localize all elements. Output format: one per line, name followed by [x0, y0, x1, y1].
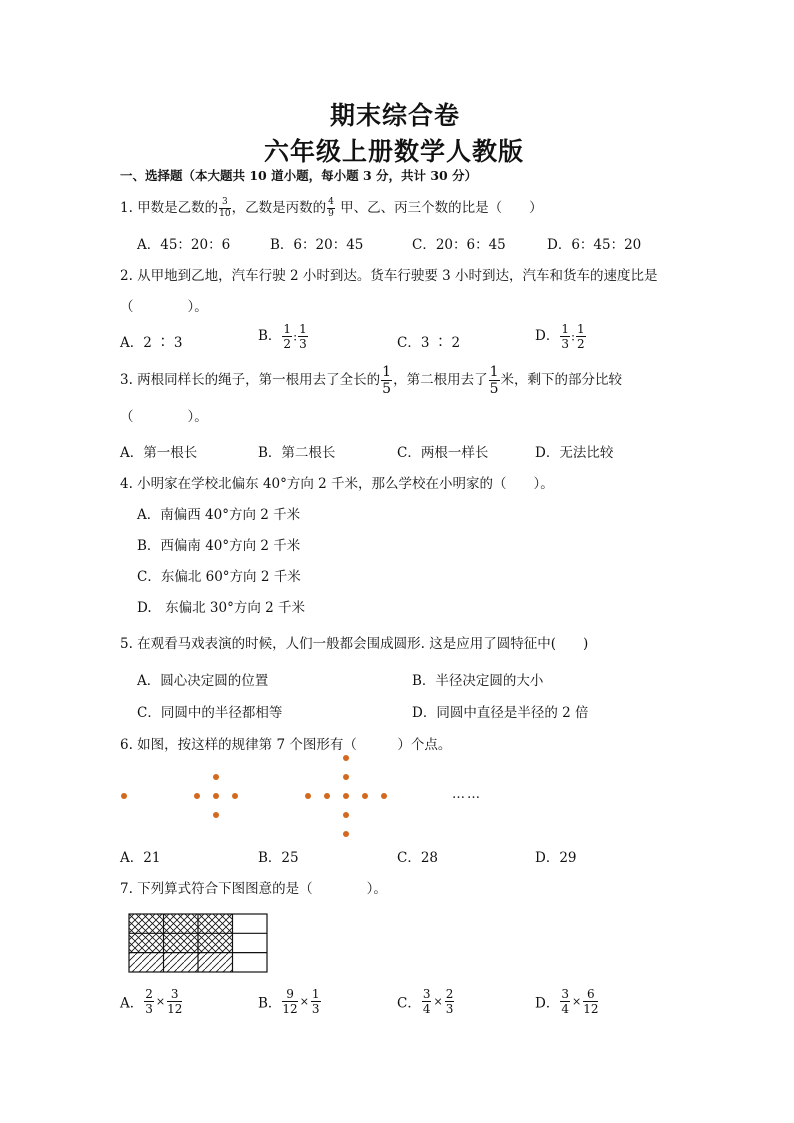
question-7-stem: 7. 下列算式符合下图图意的是（ ）。 [120, 881, 387, 897]
q2-option-d[interactable]: D． $\frac{1}{3}$ : $\frac{1}{2}$ [535, 322, 585, 351]
q3-option-c[interactable]: C．两根一样长 [397, 445, 489, 461]
question-2-stem: 2. 从甲地到乙地，汽车行驶 2 小时到达。货车行驶要 3 小时到达，汽车和货车的速度比是 [120, 268, 658, 284]
q3-option-d[interactable]: D．无法比较 [535, 445, 614, 461]
q1-option-b[interactable]: B．6：20：45 [270, 237, 364, 253]
pattern-dot [381, 793, 387, 799]
q5-option-c[interactable]: C．同圆中的半径都相等 [137, 705, 283, 721]
q3-fraction-2: $\frac{1}{5}$ [489, 364, 499, 397]
pattern-dot [121, 793, 127, 799]
q2-option-b[interactable]: B． $\frac{1}{2}$ : $\frac{1}{3}$ [258, 322, 307, 351]
question-2-blank: （ ）。 [120, 299, 208, 315]
q5-option-b[interactable]: B．半径决定圆的大小 [412, 673, 544, 689]
pattern-dot [343, 793, 349, 799]
q4-option-b[interactable]: B．西偏南 40°方向 2 千米 [137, 538, 301, 554]
pattern-dot [324, 793, 330, 799]
pattern-dot [343, 755, 349, 761]
pattern-dot [194, 793, 200, 799]
q1-fraction-1: $\frac{3}{10}$ [219, 197, 231, 219]
q3-option-b[interactable]: B．第二根长 [258, 445, 336, 461]
q6-option-c[interactable]: C．28 [397, 850, 439, 866]
pattern-dot [213, 793, 219, 799]
question-5-stem: 5. 在观看马戏表演的时候，人们一般都会围成圆形. 这是应用了圆特征中( ) [120, 636, 589, 652]
title-line1: 期末综合卷 [330, 101, 461, 130]
pattern-dot [362, 793, 368, 799]
pattern-dot [305, 793, 311, 799]
q4-option-c[interactable]: C．东偏北 60°方向 2 千米 [137, 569, 301, 585]
q4-option-a[interactable]: A．南偏西 40°方向 2 千米 [137, 507, 301, 523]
q7-option-b[interactable]: B． $\frac{9}{12}$ × $\frac{1}{3}$ [258, 987, 320, 1016]
q6-option-b[interactable]: B．25 [258, 850, 299, 866]
question-1-stem [120, 196, 543, 219]
question-3-stem: 3. 两根同样长的绳子，第一根用去了全长的 $\frac{1}{5}$ ，第二根用去了 $\frac{1}{5}$ 米，剩下的部分比较 [120, 364, 623, 397]
q1-option-a[interactable]: A．45：20：6 [137, 237, 231, 253]
question-4-stem: 4. 小明家在学校北偏东 40°方向 2 千米，那么学校在小明家的（ ）。 [120, 476, 554, 492]
pattern-dot [232, 793, 238, 799]
q4-option-d[interactable]: D. 东偏北 30°方向 2 千米 [137, 600, 306, 616]
q6-option-d[interactable]: D．29 [535, 850, 577, 866]
q1-text-2: ，乙数是丙数的 [231, 200, 327, 216]
question-3-blank: （ ）。 [120, 409, 208, 425]
pattern-dot [343, 831, 349, 837]
pattern-dot [213, 774, 219, 780]
q1-fraction-2: $\frac{4}{9}$ [328, 197, 334, 219]
q3-option-a[interactable]: A．第一根长 [120, 445, 198, 461]
q5-option-a[interactable]: A．圆心决定圆的位置 [137, 673, 269, 689]
pattern-dot [213, 812, 219, 818]
pattern-dot [343, 812, 349, 818]
shaded-grid-figure [128, 913, 270, 975]
q5-option-d[interactable]: D．同圆中直径是半径的 2 倍 [412, 705, 589, 721]
pattern-ellipsis: …… [452, 787, 482, 802]
title-line2: 六年级上册数学人教版 [264, 137, 525, 166]
pattern-dot [343, 774, 349, 780]
q1-text-1: 1. 甲数是乙数的 [120, 200, 219, 216]
q3-fraction-1: $\frac{1}{5}$ [382, 364, 392, 397]
q1-option-d[interactable]: D．6：45：20 [547, 237, 642, 253]
q6-option-a[interactable]: A．21 [120, 850, 161, 866]
q7-option-c[interactable]: C． $\frac{3}{4}$ × $\frac{2}{3}$ [397, 987, 454, 1016]
q2-option-a[interactable]: A．2 ∶ 3 [120, 335, 183, 351]
question-6-stem: 6. 如图，按这样的规律第 7 个图形有（ ）个点。 [120, 737, 452, 753]
q1-text-3: 甲、乙、丙三个数的比是（ ） [335, 200, 543, 216]
q7-option-d[interactable]: D． $\frac{3}{4}$ × $\frac{6}{12}$ [535, 987, 599, 1016]
q7-option-a[interactable]: A． $\frac{2}{3}$ × $\frac{3}{12}$ [120, 987, 183, 1016]
q2-option-c[interactable]: C．3 ∶ 2 [397, 335, 461, 351]
q1-option-c[interactable]: C．20：6：45 [412, 237, 506, 253]
section-heading: 一、选择题（本大题共 10 道小题，每小题 3 分，共计 30 分） [120, 168, 478, 183]
